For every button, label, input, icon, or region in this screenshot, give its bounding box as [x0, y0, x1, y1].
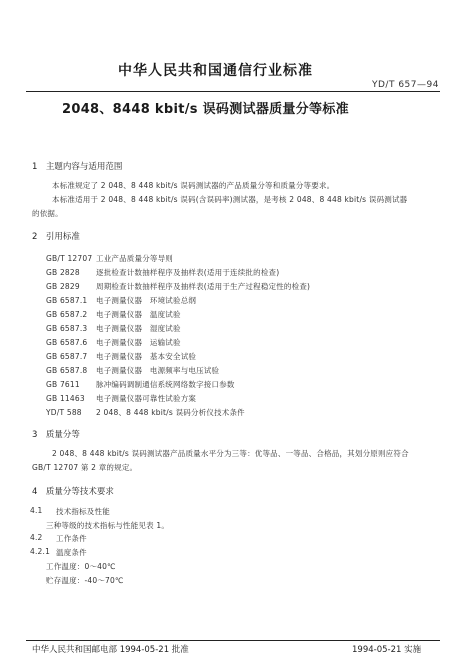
reference-name: 电子测量仪器 基本安全试验: [96, 352, 197, 361]
clause-text: 贮存温度：-40～70℃: [46, 576, 124, 585]
section-1-line: 本标准规定了 2 048、8 448 kbit/s 误码测试器的产品质量分等和质量分等要求。: [52, 181, 335, 190]
reference-code: GB 6587.6: [46, 338, 88, 347]
standard-heading: 中华人民共和国通信行业标准: [118, 63, 313, 79]
reference-name: 电子测量仪器 环境试验总纲: [96, 296, 197, 305]
reference-item: [46, 379, 235, 390]
reference-code: YD/T 588: [46, 408, 82, 417]
reference-name: 2 048、8 448 kbit/s 误码分析仪技术条件: [96, 408, 245, 417]
reference-item: [46, 351, 196, 362]
reference-name: 逐批检查计数抽样程序及抽样表(适用于连续批的检查): [96, 268, 280, 277]
section-3-heading: 3 质量分等: [32, 430, 80, 440]
reference-name: 电子测量仪器 湿度试验: [96, 324, 181, 333]
clause-number: 4.2: [30, 533, 43, 542]
reference-item: [46, 281, 310, 292]
reference-code: GB 6587.7: [46, 352, 88, 361]
section-3-line: GB/T 12707 第 2 章的规定。: [32, 463, 138, 472]
reference-name: 电子测量仪器 电源频率与电压试验: [96, 366, 220, 375]
section-3-line: 2 048、8 448 kbit/s 误码测试器产品质量水平分为三等：优等品、一等品、合格品，其划分原则应符合: [52, 449, 409, 458]
section-1-line: 本标准适用于 2 048、8 448 kbit/s 误码(含误码率)测试器，是考核 2 048、8 448 kbit/s 误码测试器: [52, 195, 408, 204]
issued-date: 中华人民共和国邮电部 1994-05-21 批准: [32, 645, 189, 655]
clause-number: 4.2.1: [30, 547, 51, 556]
document-title: 2048、8448 kbit/s 误码测试器质量分等标准: [62, 102, 349, 117]
reference-name: 电子测量仪器 运输试验: [96, 338, 181, 347]
reference-code: GB 6587.2: [46, 310, 88, 319]
reference-code: GB/T 12707: [46, 254, 93, 263]
section-1-heading: 1 主题内容与适用范围: [32, 162, 123, 172]
reference-name: 电子测量仪器可靠性试验方案: [96, 394, 197, 403]
reference-item: [46, 393, 196, 404]
reference-code: GB 6587.3: [46, 324, 88, 333]
reference-item: [46, 337, 181, 348]
reference-code: GB 6587.1: [46, 296, 88, 305]
reference-item: [46, 295, 196, 306]
reference-item: [46, 365, 219, 376]
section-1-line: 的依据。: [32, 209, 63, 218]
clause-text: 三种等级的技术指标与性能见表 1。: [46, 521, 170, 530]
reference-item: [46, 323, 181, 334]
reference-code: GB 11463: [46, 394, 85, 403]
clause-text: 温度条件: [56, 548, 87, 557]
reference-name: 脉冲编码调制通信系统网络数字接口参数: [96, 380, 235, 389]
section-2-heading: 2 引用标准: [32, 232, 80, 242]
reference-item: [46, 407, 245, 418]
reference-item: [46, 253, 173, 264]
standard-code: YD/T 657—94: [372, 80, 439, 90]
reference-item: [46, 267, 279, 278]
header-rule: [26, 91, 440, 92]
reference-name: 电子测量仪器 温度试验: [96, 310, 181, 319]
clause-text: 工作温度：0～40℃: [46, 562, 116, 571]
reference-item: [46, 309, 181, 320]
footer-rule: [26, 640, 440, 641]
clause-text: 技术指标及性能: [56, 507, 110, 516]
reference-code: GB 7611: [46, 380, 80, 389]
section-4-heading: 4 质量分等技术要求: [32, 487, 114, 497]
reference-code: GB 2829: [46, 282, 80, 291]
reference-code: GB 6587.8: [46, 366, 88, 375]
reference-name: 工业产品质量分等导则: [96, 254, 173, 263]
reference-name: 周期检查计数抽样程序及抽样表(适用于生产过程稳定性的检查): [96, 282, 311, 291]
clause-number: 4.1: [30, 506, 43, 515]
effective-date: 1994-05-21 实施: [352, 645, 422, 655]
reference-code: GB 2828: [46, 268, 80, 277]
clause-text: 工作条件: [56, 534, 87, 543]
